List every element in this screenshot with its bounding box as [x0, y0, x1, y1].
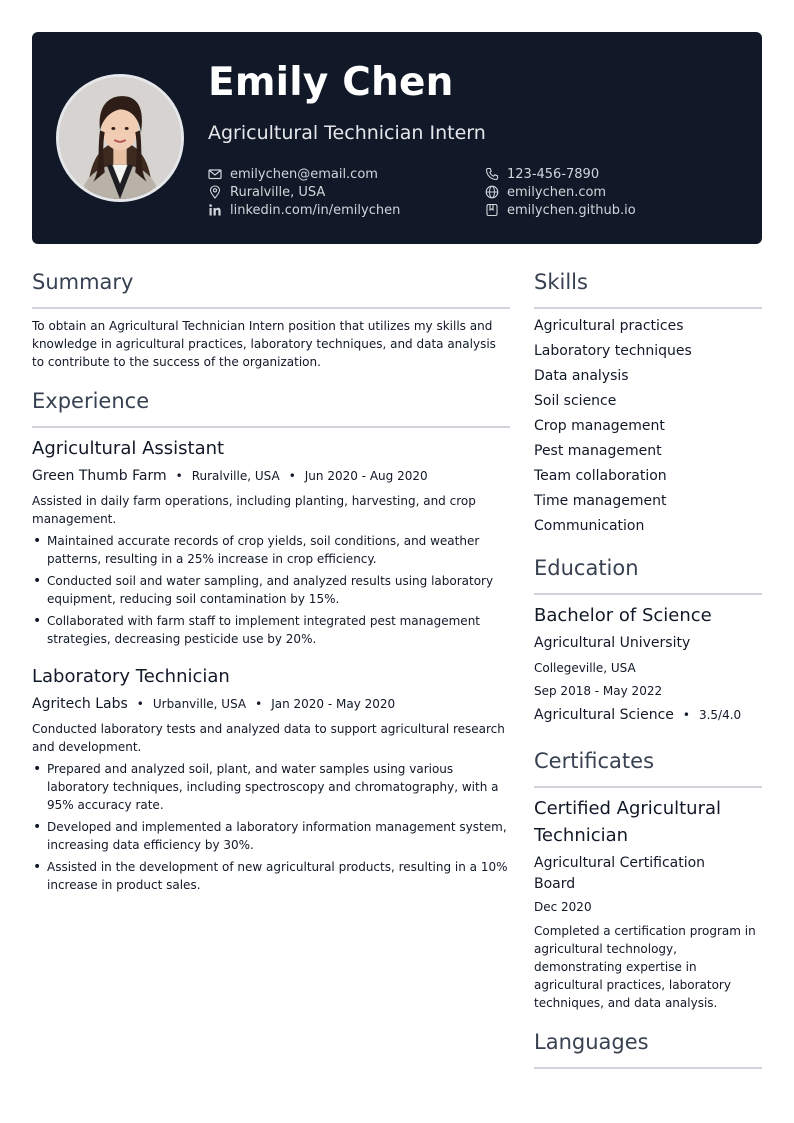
- job-bullet-text: Conducted soil and water sampling, and analyzed results using laboratory equipment, reducing soil contamination by 15%.: [47, 574, 494, 606]
- job-bullet-text: Prepared and analyzed soil, plant, and water samples using various laboratory techniques, including spectroscopy and chromatography, with a 95% accuracy rate.: [47, 762, 499, 812]
- skills-divider: [534, 307, 762, 309]
- education-degree: Bachelor of Science: [534, 605, 712, 626]
- job-bullet: [33, 818, 510, 854]
- skill-item: Time management: [534, 493, 667, 509]
- contact-phone[interactable]: [485, 165, 599, 183]
- contact-phone-text: 123-456-7890: [507, 166, 600, 182]
- certificate-description: Completed a certification program in agricultural technology, demonstrating expertise in agricultural practices, laboratory techniques, and data analysis.: [534, 924, 756, 1010]
- certificate-issuer-line2: Board: [534, 876, 576, 892]
- job-dates: Jun 2020 - Aug 2020: [304, 469, 428, 483]
- education-divider: [534, 593, 762, 595]
- education-school: Agricultural University: [534, 635, 691, 651]
- job-company: Agritech Labs: [32, 696, 128, 712]
- languages-heading: Languages: [534, 1030, 649, 1054]
- job-location: Ruralville, USA: [191, 469, 280, 483]
- job-bullet-text: Assisted in the development of new agricultural products, resulting in a 10% increase in product sales.: [47, 860, 508, 892]
- job-meta: [32, 468, 428, 484]
- profile-photo: [56, 74, 184, 202]
- education-heading: Education: [534, 556, 639, 580]
- bullet-marker: •: [33, 573, 42, 589]
- skill-item: Data analysis: [534, 368, 629, 384]
- bullet-marker: •: [33, 819, 42, 835]
- education-location: Collegeville, USA: [534, 661, 636, 675]
- certificate-name-line2: Technician: [534, 825, 629, 846]
- candidate-headline: Agricultural Technician Intern: [208, 122, 486, 144]
- skill-item: Communication: [534, 518, 645, 534]
- experience-divider: [32, 426, 510, 428]
- certificate-date: Dec 2020: [534, 900, 592, 914]
- education-field: Agricultural Science: [534, 707, 674, 723]
- contact-location-text: Ruralville, USA: [230, 184, 326, 200]
- linkedin-icon: [208, 203, 222, 217]
- job-bullet-text: Collaborated with farm staff to implement integrated pest management strategies, decreasing pesticide use by 20%.: [47, 614, 481, 646]
- job-title: Laboratory Technician: [32, 666, 230, 687]
- certificates-divider: [534, 786, 762, 788]
- job-title: Agricultural Assistant: [32, 438, 225, 459]
- globe-icon: [485, 185, 499, 199]
- job-bullet: [33, 760, 510, 814]
- education-gpa: 3.5/4.0: [698, 708, 742, 722]
- separator-dot: •: [255, 697, 263, 711]
- map-pin-icon: [208, 185, 222, 199]
- summary-divider: [32, 307, 510, 309]
- phone-icon: [485, 167, 499, 181]
- separator-dot: •: [136, 697, 144, 711]
- contact-github-text: emilychen.github.io: [507, 202, 636, 218]
- job-location: Urbanville, USA: [152, 697, 247, 711]
- certificate-issuer-line1: Agricultural Certification: [534, 855, 706, 871]
- job-meta: [32, 696, 395, 712]
- job-company: Green Thumb Farm: [32, 468, 167, 484]
- skill-item: Pest management: [534, 443, 662, 459]
- contact-linkedin[interactable]: [208, 201, 400, 219]
- skill-item: Crop management: [534, 418, 665, 434]
- bullet-marker: •: [33, 761, 42, 777]
- education-dates: Sep 2018 - May 2022: [534, 684, 663, 698]
- separator-dot: •: [175, 469, 183, 483]
- contact-website[interactable]: [485, 183, 606, 201]
- experience-heading: Experience: [32, 389, 150, 413]
- job-dates: Jan 2020 - May 2020: [271, 697, 396, 711]
- contact-email[interactable]: [208, 165, 378, 183]
- bullet-marker: •: [33, 613, 42, 629]
- languages-divider: [534, 1067, 762, 1069]
- envelope-icon: [208, 167, 222, 181]
- job-description: Assisted in daily farm operations, including planting, harvesting, and crop management.: [32, 494, 476, 526]
- job-bullet: [33, 612, 510, 648]
- profile-photo-illustration: [59, 77, 181, 199]
- job-bullet: [33, 572, 510, 608]
- resume-header: [32, 32, 762, 244]
- contact-location: [208, 183, 325, 201]
- contact-email-text: emilychen@email.com: [230, 166, 378, 182]
- job-description: Conducted laboratory tests and analyzed data to support agricultural research and development.: [32, 722, 505, 754]
- skill-item: Agricultural practices: [534, 318, 684, 334]
- bullet-marker: •: [33, 533, 42, 549]
- job-bullet: [33, 532, 510, 568]
- job-bullet-text: Developed and implemented a laboratory information management system, increasing data efficiency by 30%.: [47, 820, 507, 852]
- contact-github[interactable]: [485, 201, 636, 219]
- education-field-gpa: [534, 707, 741, 723]
- separator-dot: •: [288, 469, 296, 483]
- separator-dot: •: [682, 708, 690, 722]
- bullet-marker: •: [33, 859, 42, 875]
- contact-website-text: emilychen.com: [507, 184, 607, 200]
- skill-item: Laboratory techniques: [534, 343, 692, 359]
- skill-item: Team collaboration: [534, 468, 667, 484]
- job-bullet: [33, 858, 510, 894]
- skills-heading: Skills: [534, 270, 588, 294]
- contact-linkedin-text: linkedin.com/in/emilychen: [230, 202, 401, 218]
- skill-item: Soil science: [534, 393, 617, 409]
- candidate-name: Emily Chen: [208, 60, 454, 105]
- bookmark-icon: [485, 203, 499, 217]
- summary-heading: Summary: [32, 270, 134, 294]
- certificates-heading: Certificates: [534, 749, 655, 773]
- job-bullet-text: Maintained accurate records of crop yields, soil conditions, and weather patterns, resulting in a 25% increase in crop efficiency.: [47, 534, 480, 566]
- summary-text: To obtain an Agricultural Technician Intern position that utilizes my skills and knowledge in agricultural practices, laboratory techniques, and data analysis to contribute to the success of the organization.: [32, 319, 496, 369]
- certificate-name-line1: Certified Agricultural: [534, 798, 722, 819]
